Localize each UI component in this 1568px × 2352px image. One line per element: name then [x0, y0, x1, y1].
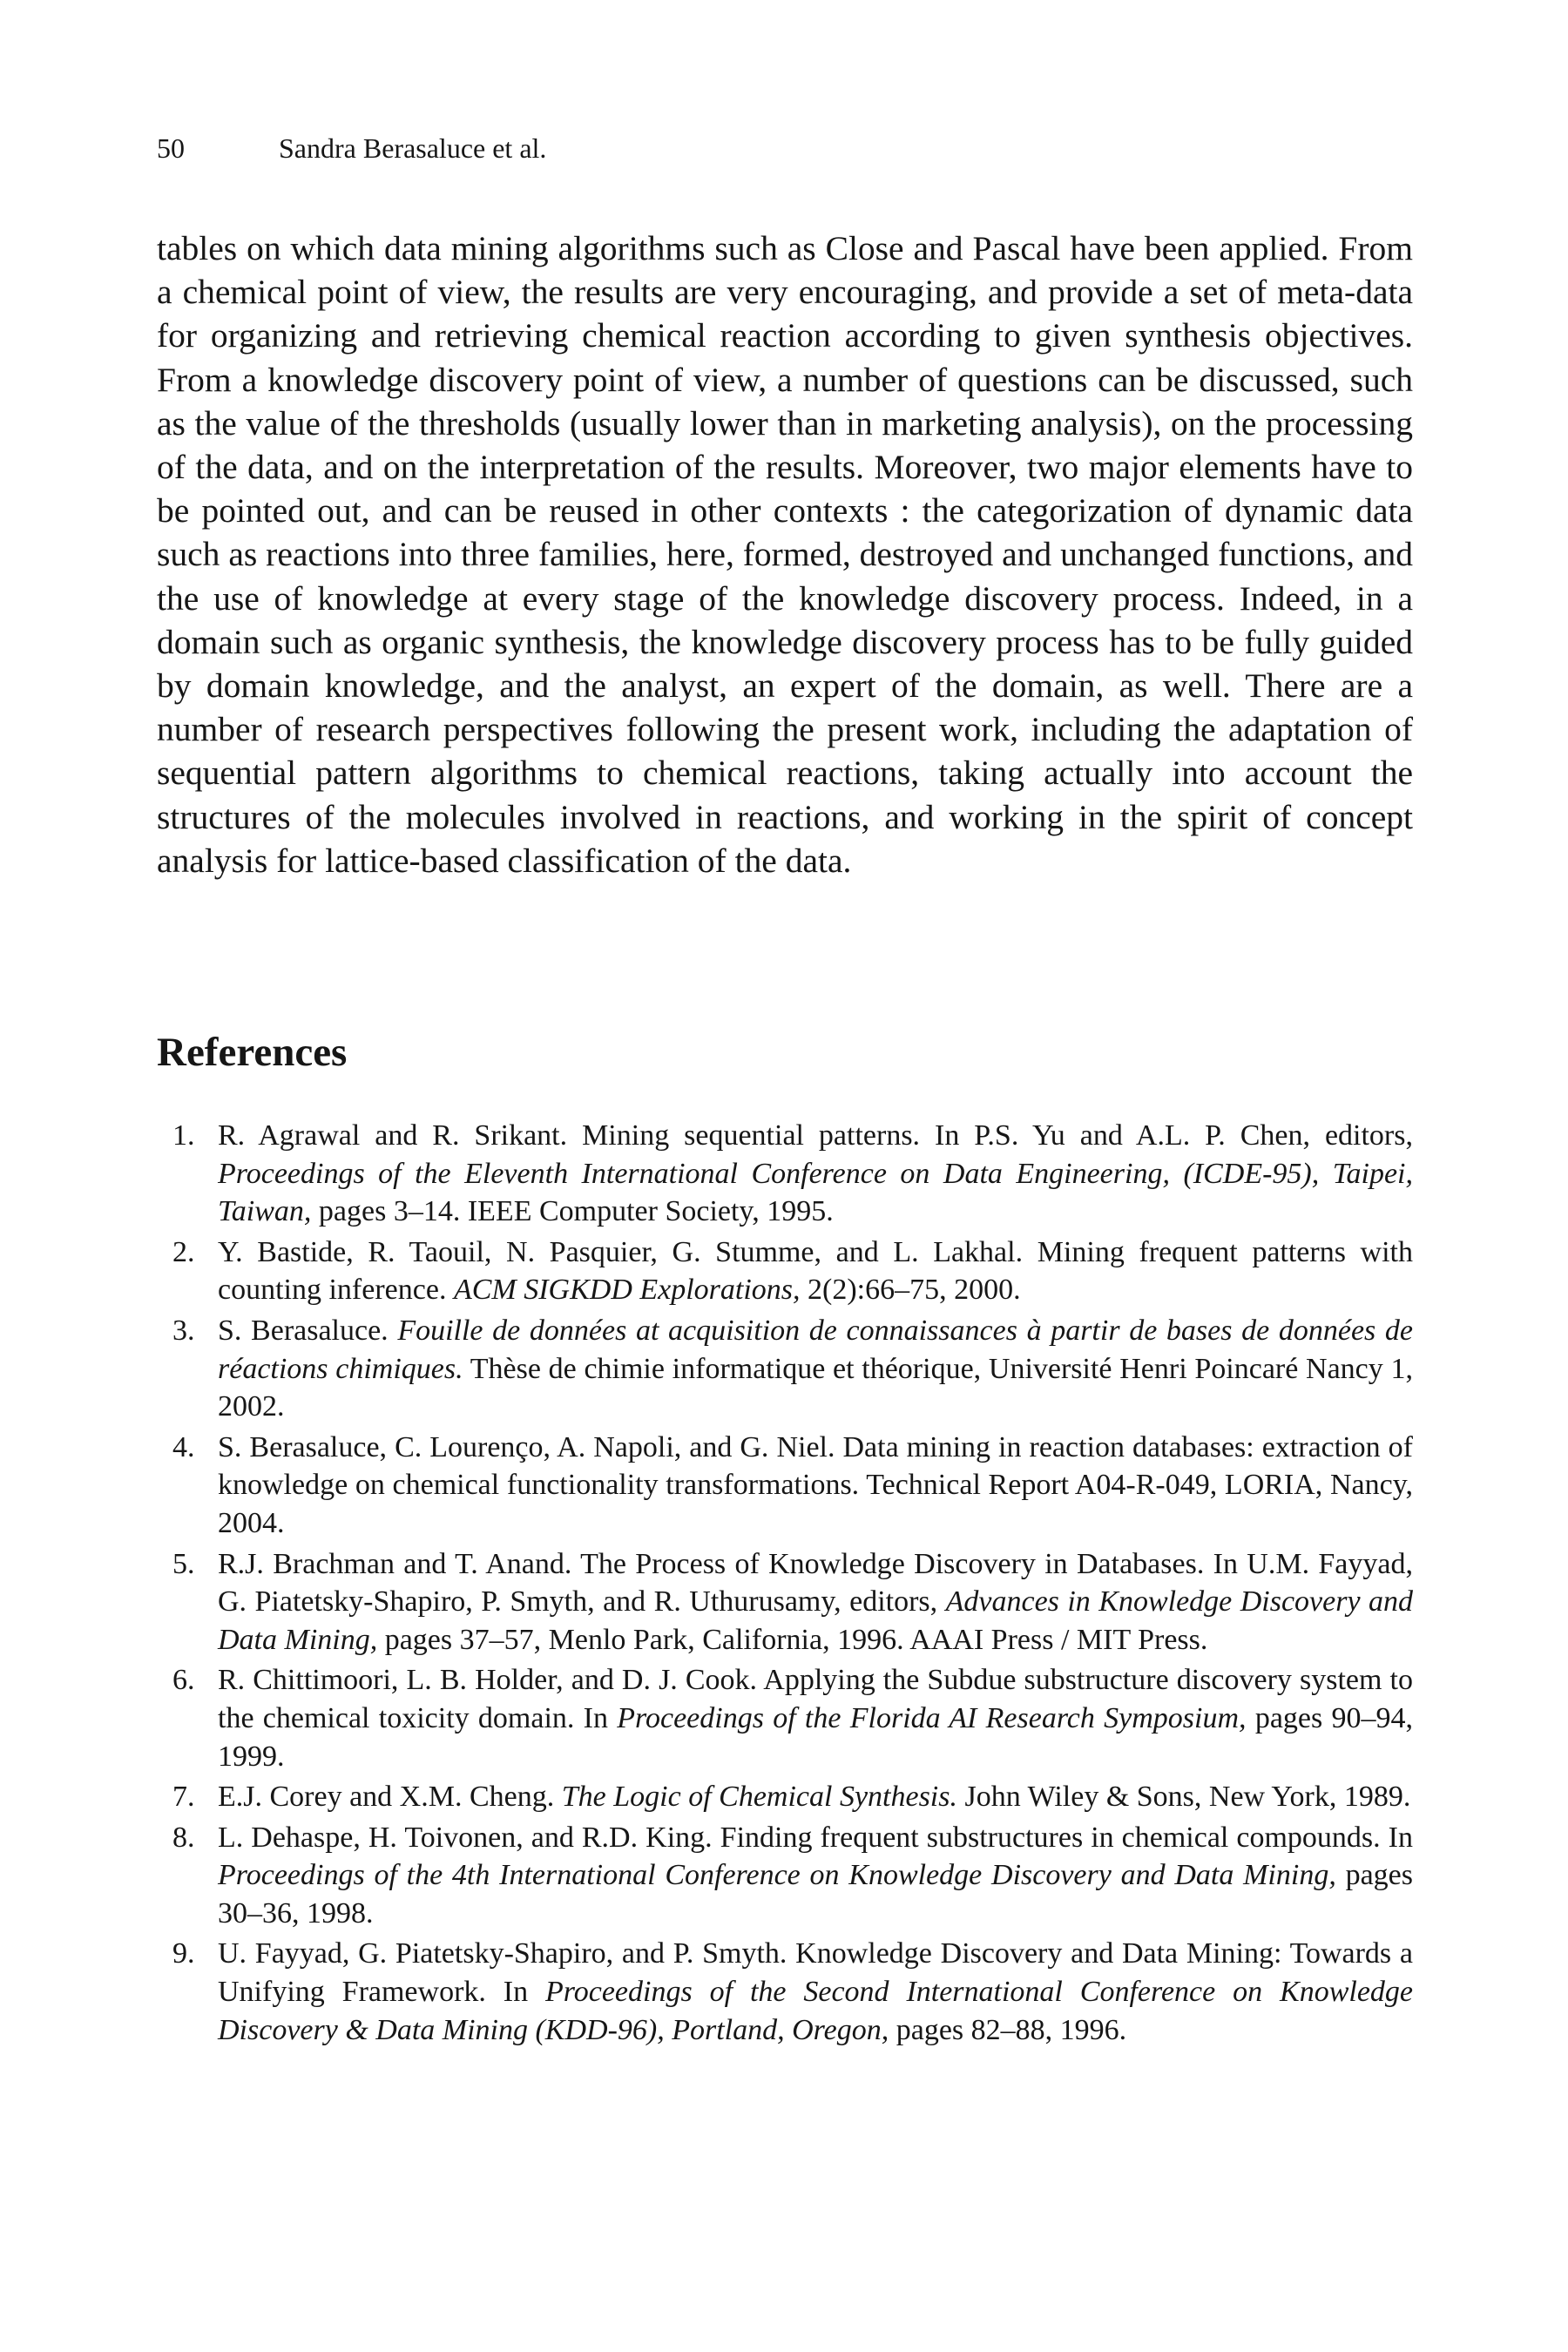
- reference-text: S. Berasaluce.: [218, 1314, 398, 1347]
- reference-number: 2.: [172, 1235, 195, 1268]
- reference-text: U. Fayyad, G. Piatetsky-Shapiro, and P. Smyth. Knowledge Discovery and Data Mining: Towards a Unifying Framework. In: [218, 1937, 1413, 2009]
- reference-number: 9.: [172, 1937, 195, 1970]
- reference-number: 1.: [172, 1119, 195, 1152]
- reference-item: [157, 1233, 1413, 1309]
- reference-italic-title: ACM SIGKDD Explorations,: [453, 1274, 801, 1307]
- reference-text-tail: Thèse de chimie informatique et théorique, Université Henri Poincaré Nancy 1, 2002.: [218, 1352, 1413, 1423]
- running-head-authors: Sandra Berasaluce et al.: [279, 132, 547, 164]
- reference-italic-title: Proceedings of the Second International Conference on Knowledge Discovery & Data Mining (KDD-96), Portland, Oregon,: [218, 1976, 1413, 2046]
- reference-text-tail: 2(2):66–75, 2000.: [800, 1274, 1021, 1307]
- reference-italic-title: Fouille de données at acquisition de connaissances à partir de bases de données de réactions chimiques.: [218, 1314, 1413, 1385]
- reference-text: L. Dehaspe, H. Toivonen, and R.D. King. Finding frequent substructures in chemical compounds. In: [218, 1821, 1413, 1854]
- reference-italic-title: Advances in Knowledge Discovery and Data Mining,: [218, 1585, 1413, 1656]
- reference-number: 7.: [172, 1781, 195, 1814]
- reference-item: [157, 1819, 1413, 1933]
- reference-number: 5.: [172, 1547, 195, 1580]
- reference-number: 6.: [172, 1664, 195, 1697]
- reference-text-tail: pages 37–57, Menlo Park, California, 1996. AAAI Press / MIT Press.: [377, 1623, 1208, 1656]
- references-heading: References: [157, 1030, 348, 1075]
- reference-text: E.J. Corey and X.M. Cheng.: [218, 1781, 562, 1814]
- reference-item: [157, 1545, 1413, 1659]
- running-head: [157, 131, 546, 166]
- reference-text-tail: pages 30–36, 1998.: [218, 1859, 1413, 1930]
- document-page: [157, 131, 1413, 2274]
- reference-italic-title: Proceedings of the 4th International Conference on Knowledge Discovery and Data Mining,: [218, 1859, 1336, 1892]
- reference-text: R.J. Brachman and T. Anand. The Process of Knowledge Discovery in Databases. In U.M. Fayyad, G. Piatetsky-Shapiro, P. Smyth, and R. Uthurusamy, editors,: [218, 1547, 1413, 1619]
- reference-number: 3.: [172, 1314, 195, 1347]
- page-number: 50: [157, 132, 185, 164]
- reference-text-tail: pages 3–14. IEEE Computer Society, 1995.: [311, 1195, 834, 1228]
- reference-text-tail: pages 90–94, 1999.: [218, 1701, 1413, 1773]
- reference-item: [157, 1661, 1413, 1775]
- reference-text-tail: John Wiley & Sons, New York, 1989.: [957, 1781, 1411, 1814]
- reference-text-tail: pages 82–88, 1996.: [889, 2013, 1127, 2046]
- body-paragraph: tables on which data mining algorithms such as Close and Pascal have been applied. From a chemical point of view, the results are very encouraging, and provide a set of meta-data for organizing and retrieving chemical reaction according to given synthesis objectives. From a knowledge discovery point of view, a number of questions can be discussed, such as the value of the thresholds (usually lower than in marketing analysis), on the processing of the data, and on the interpretation of the results. Moreover, two major elements have to be pointed out, and can be reused in other contexts : the categorization of dynamic data such as reactions into three families, here, formed, destroyed and unchanged functions, and the use of knowledge at every stage of the knowledge discovery process. Indeed, in a domain such as organic synthesis, the knowledge discovery process has to be fully guided by domain knowledge, and the analyst, an expert of the domain, as well. There are a number of research perspectives following the present work, including the adaptation of sequential pattern algorithms to chemical reactions, taking actually into account the structures of the molecules involved in reactions, and working in the spirit of concept analysis for lattice-based classification of the data.: [157, 229, 1413, 880]
- reference-item: [157, 1778, 1413, 1816]
- reference-text: R. Chittimoori, L. B. Holder, and D. J. Cook. Applying the Subdue substructure discovery system to the chemical toxicity domain. In: [218, 1664, 1413, 1734]
- reference-text: Y. Bastide, R. Taouil, N. Pasquier, G. Stumme, and L. Lakhal. Mining frequent patterns with counting inference.: [218, 1235, 1413, 1307]
- reference-item: [157, 1935, 1413, 2049]
- reference-italic-title: Proceedings of the Florida AI Research Symposium,: [617, 1701, 1247, 1734]
- reference-number: 8.: [172, 1821, 195, 1854]
- reference-text: S. Berasaluce, C. Lourenço, A. Napoli, and G. Niel. Data mining in reaction databases: extraction of knowledge on chemical functionality transformations. Technical Report A04-R-049, LORIA, Nancy, 2004.: [218, 1430, 1413, 1539]
- reference-item: [157, 1117, 1413, 1231]
- reference-text: R. Agrawal and R. Srikant. Mining sequential patterns. In P.S. Yu and A.L. P. Chen, editors,: [218, 1119, 1413, 1152]
- reference-item: [157, 1312, 1413, 1426]
- reference-italic-title: Proceedings of the Eleventh International Conference on Data Engineering, (ICDE-95), Taipei, Taiwan,: [218, 1157, 1413, 1228]
- reference-italic-title: The Logic of Chemical Synthesis.: [561, 1781, 957, 1814]
- reference-list: [157, 1117, 1413, 2051]
- reference-number: 4.: [172, 1430, 195, 1463]
- reference-item: [157, 1429, 1413, 1543]
